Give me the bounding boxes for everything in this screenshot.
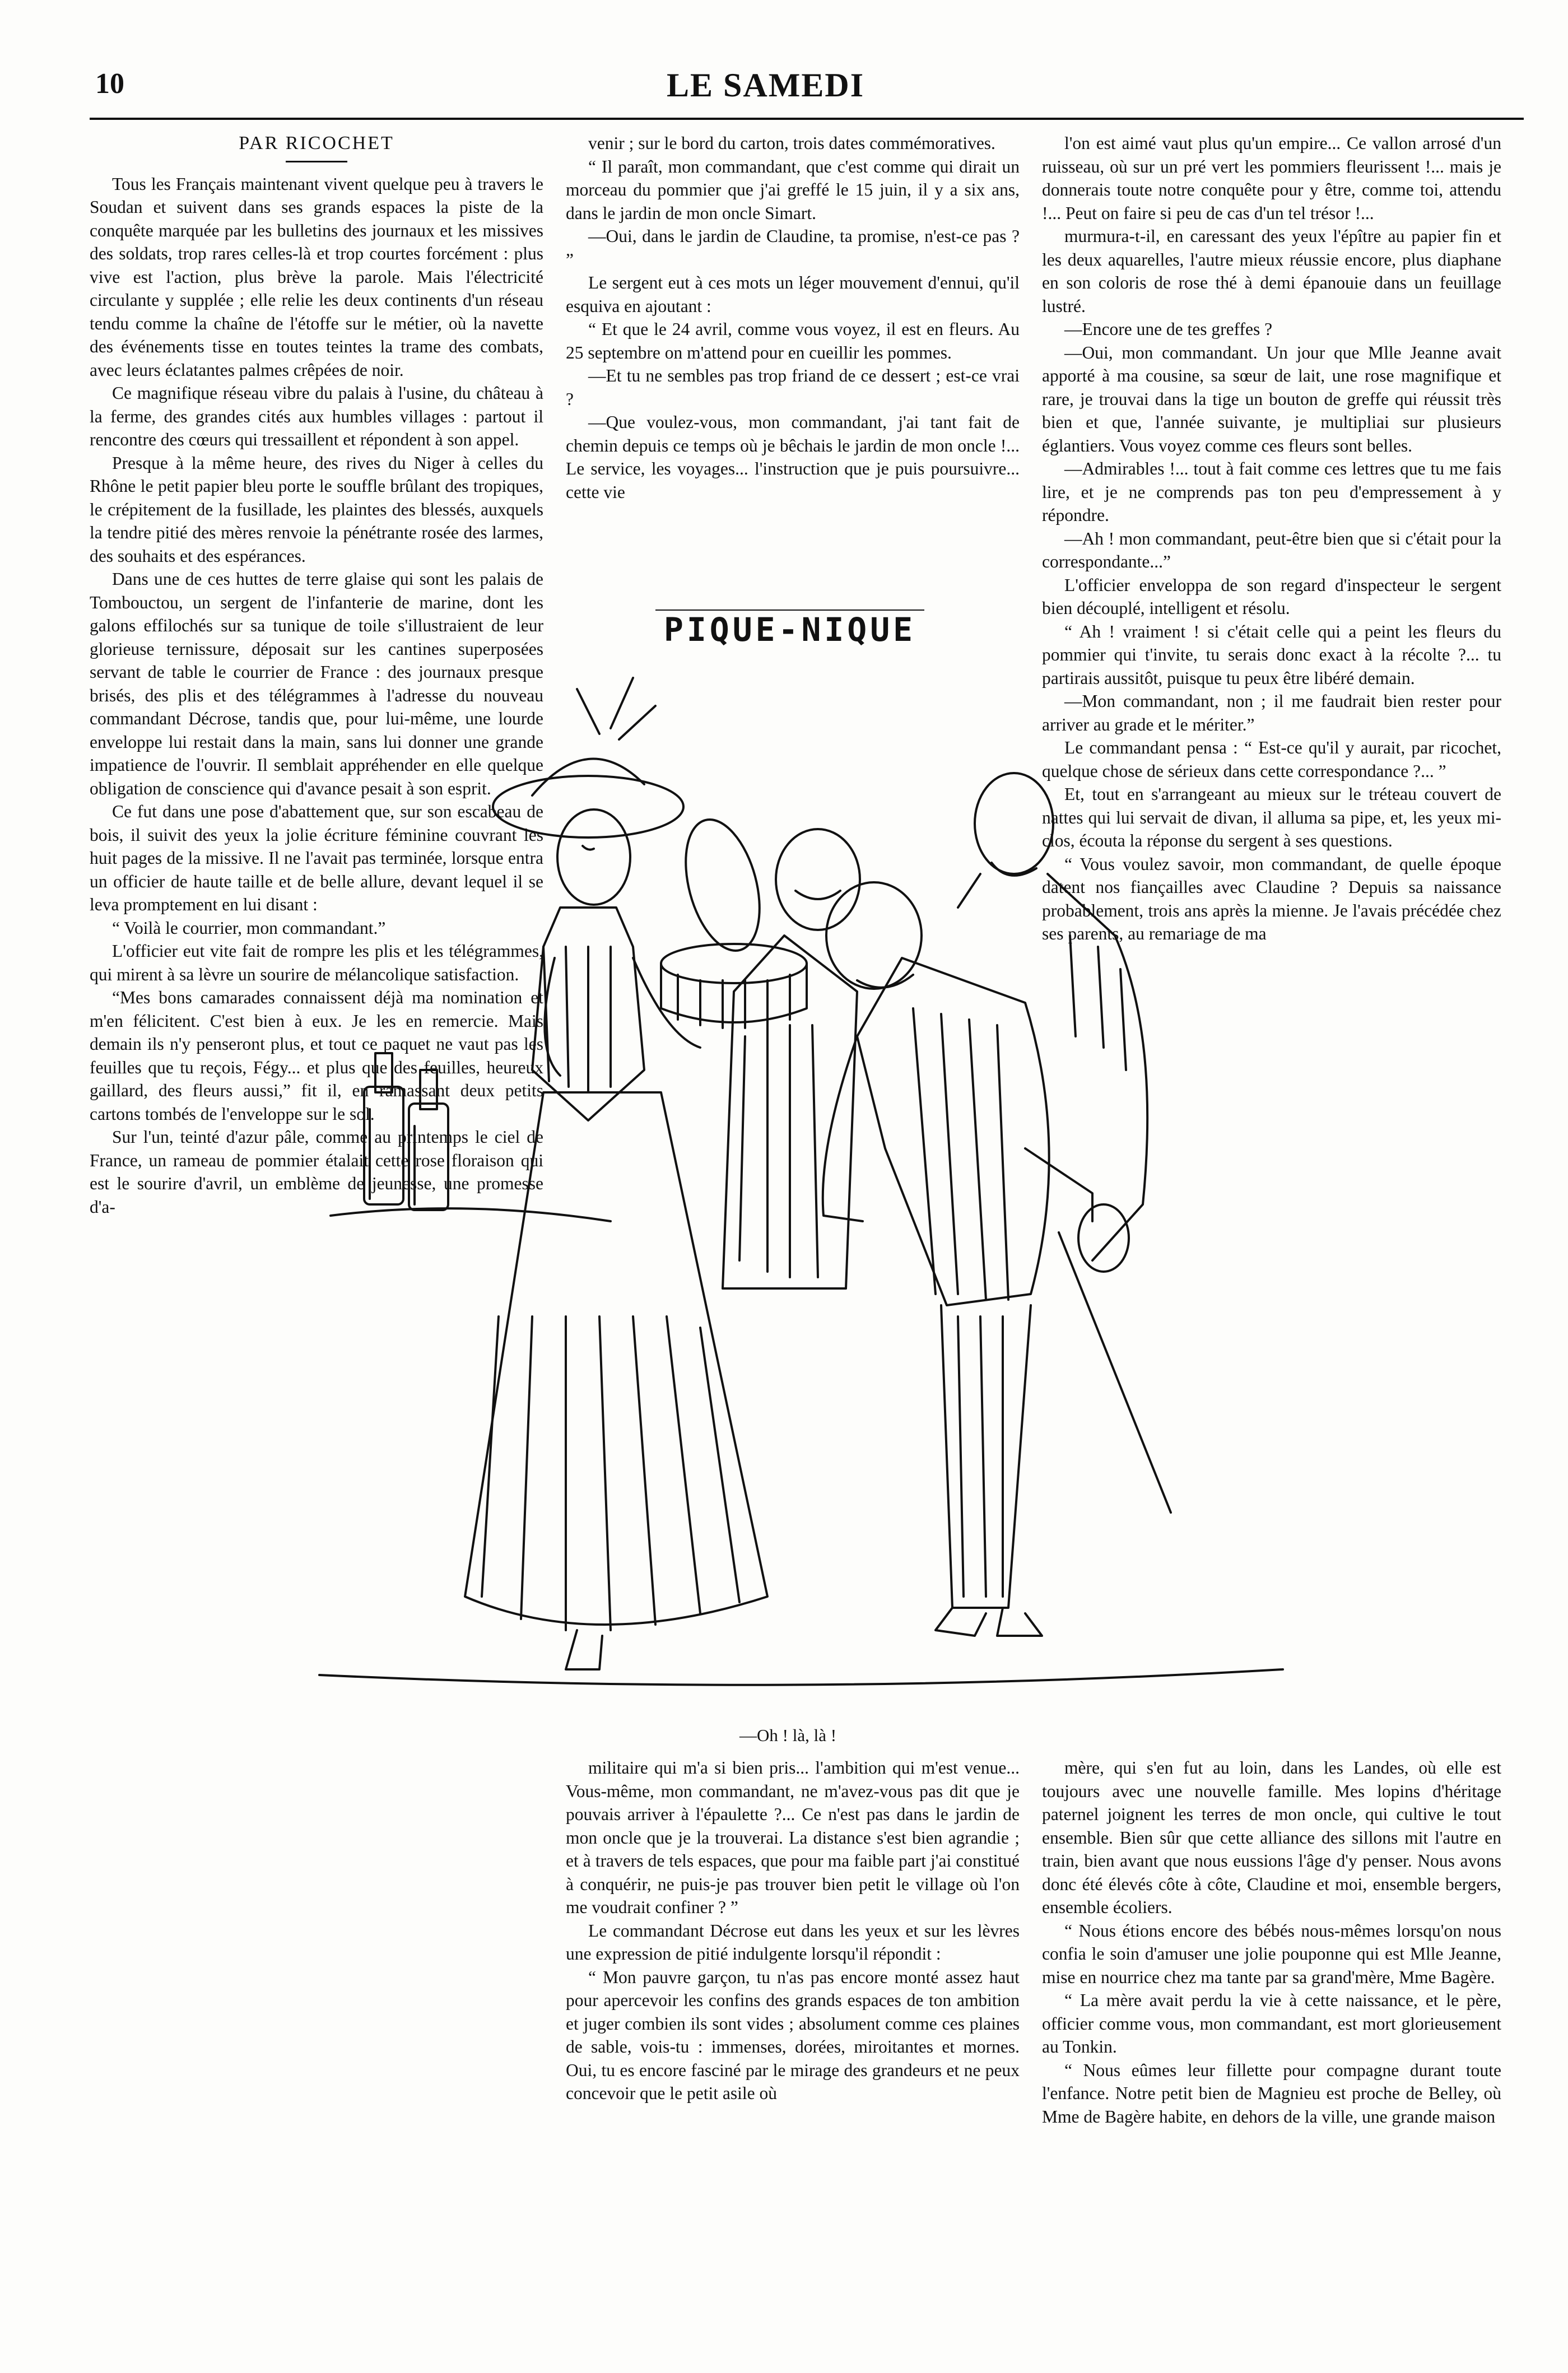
paragraph: Le commandant Décrose eut dans les yeux et sur les lèvres une expression de pitié indulgente lorsqu'il répondit : <box>566 1920 1020 1963</box>
paragraph: Et, tout en s'arrangeant au mieux sur le tréteau couvert de nattes qui lui servait de divan, il alluma sa pipe, et, les yeux mi-clos, écouta la réponse du sergent à ses questions. <box>1042 784 1501 850</box>
paragraph: “ Nous étions encore des bébés nous-mêmes lorsqu'on nous confia le soin d'amuser une jolie pouponne qui est Mlle Jeanne, mise en nourrice chez ma tante par sa grand'mère, Mme Bagère. <box>1042 1920 1501 1987</box>
picnic-illustration <box>297 644 1305 1714</box>
paragraph: —Encore une de tes greffes ? <box>1064 319 1273 339</box>
paragraph: L'officier enveloppa de son regard d'inspecteur le sergent bien découplé, intelligent et résolu. <box>1042 575 1501 618</box>
paragraph: —Mon commandant, non ; il me faudrait bien rester pour arriver au grade et le mériter.” <box>1042 691 1501 734</box>
paragraph: “ Ah ! vraiment ! si c'était celle qui a peint les fleurs du pommier qui t'invite, tu serais donc exact à la récolte ?... tu partirais aussitôt, puisque tu peux être libéré demain. <box>1042 621 1501 688</box>
ground-line <box>319 1669 1283 1685</box>
col3-bottom-body <box>1042 1756 1501 2128</box>
journal-title: LE SAMEDI <box>667 67 865 104</box>
title-rule <box>286 161 347 162</box>
paragraph: —Ah ! mon commandant, peut-être bien que si c'était pour la correspondante...” <box>1042 528 1501 571</box>
paragraph: “ Nous eûmes leur fillette pour compagne durant toute l'enfance. Notre petit bien de Magnieu est proche de Belley, où Mme de Bagère habite, en dehors de la ville, une grande maison <box>1042 2060 1501 2127</box>
section-title: PAR RICOCHET <box>239 133 394 153</box>
paragraph: Presque à la même heure, des rives du Niger à celles du Rhône le petit papier bleu porte le souffle brûlant des tropiques, le crépitement de la fusillade, les plaintes des blessés, auxquels la tendre pitié des mères renvoie la pénétrante rosée des larmes, des souhaits et des espérances. <box>90 453 543 566</box>
paragraph: —Oui, mon commandant. Un jour que Mlle Jeanne avait apporté à ma cousine, sa sœur de lait, une rose magnifique et rare, je trouvai dans la tige un bouton de greffe qui réussit très bien et que, l'année suivante, je multipliai sur plusieurs églantiers. Vous voyez comme ces fleurs sont belles. <box>1042 342 1501 455</box>
paragraph: militaire qui m'a si bien pris... l'ambition qui m'est venue... Vous-même, mon commandant, ne m'avez-vous pas dit que je pouvais arriver à l'épaulette ?... Ce n'est pas dans le jardin de mon oncle que je la trouverai. La distance s'est bien agrandie ; et à travers de tels espaces, que pour ma faible part j'ai constitué à conquérir, ne puis-je pas trouver bien petit le village où l'on me voudrait confiner ? ” <box>566 1758 1020 1917</box>
bearded-man-figure <box>958 773 1147 1260</box>
paragraph: “ Mon pauvre garçon, tu n'as pas encore monté assez haut pour apercevoir les confins des grands espaces de ton ambition et juger combien ils sont vides ; absolument comme ces plaines de sable, vois-tu : immenses, dorées, miroitantes et mornes. Oui, tu es encore fasciné par le mirage des grandeurs et ne peux concevoir que le petit asile où <box>566 1967 1020 2103</box>
header-rule <box>90 118 1524 120</box>
paragraph: —Oui, dans le jardin de Claudine, ta promise, n'est-ce pas ? ” <box>566 226 1020 269</box>
woman-figure <box>465 678 767 1669</box>
paragraph: —Admirables !... tout à fait comme ces lettres que tu me fais lire, et je ne comprends pas ton peu d'empressement à y répondre. <box>1042 459 1501 525</box>
paragraph: —Et tu ne sembles pas trop friand de ce dessert ; est-ce vrai ? <box>566 366 1020 409</box>
illustration-caption: —Oh ! là, là ! <box>739 1725 837 1745</box>
col2-top-body <box>566 132 1020 504</box>
page-number: 10 <box>95 68 124 100</box>
paragraph: Le sergent eut à ces mots un léger mouvement d'ennui, qu'il esquiva en ajoutant : <box>566 273 1020 316</box>
paragraph: l'on est aimé vaut plus qu'un empire... Ce vallon arrosé d'un ruisseau, où sur un pré vert les pommiers fleurissent !... mais je donnerais toute notre conquête pour y être, comme toi, attendu !... Peut on faire si peu de cas d'un tel trésor !... <box>1042 133 1501 223</box>
paragraph: “ Voilà le courrier, mon commandant.” <box>112 918 386 938</box>
paragraph: Sur l'un, teinté d'azur pâle, comme au printemps le ciel de France, un rameau de pommier étalait cette rose floraison qui est le sourire d'avril, un emblème de jeunesse, une promesse d'a- <box>90 1127 543 1217</box>
paragraph: Dans une de ces huttes de terre glaise qui sont les palais de Tombouctou, un sergent de l'infanterie de marine, dont les galons effilochés sur sa tunique de toile s'illustraient de leur glorieuse ternissure, déposait sur les cantines superposées servant de table le courrier de France : des journaux presque brisés, des plis et des télégrammes à l'adresse du nouveau commandant Décrose, tandis que, pour lui-même, une lourde enveloppe lui restait dans la main, sans lui donner une grande impatience de l'ouvrir. Il semblait appréhender en elle quelque obligation de conscience qui d'avance pesait à son esprit. <box>90 569 543 798</box>
paragraph: “ Il paraît, mon commandant, que c'est comme qui dirait un morceau du pommier que j'ai greffé le 15 juin, il y a six ans, dans le jardin de mon oncle Simart. <box>566 156 1020 223</box>
paragraph: murmura-t-il, en caressant des yeux l'épître au papier fin et les deux aquarelles, l'autre mieux réussie encore, plus diaphane en son coloris de rose thé à demi épanouie dans un feuillage lustré. <box>1042 226 1501 316</box>
illustration-title: PIQUE-NIQUE <box>663 611 916 649</box>
paragraph: “ Vous voulez savoir, mon commandant, de quelle époque datent nos fiançailles avec Claudine ? Depuis sa naissance probablement, trois ans après la mienne. Je l'avais précédée chez ses parents, au remariage de ma <box>1042 854 1501 943</box>
paragraph: “ La mère avait perdu la vie à cette naissance, et le père, officier comme vous, mon commandant, est mort glorieusement au Tonkin. <box>1042 1990 1501 2056</box>
paragraph: —Que voulez-vous, mon commandant, j'ai tant fait de chemin depuis ce temps où je bêchais le jardin de mon oncle !... Le service, les voyages... l'instruction que je puis poursuivre... cette vie <box>566 412 1020 502</box>
paragraph: Ce fut dans une pose d'abattement que, sur son escabeau de bois, il suivit des yeux la jolie écriture féminine couvrant les huit pages de la missive. Il ne l'avait pas terminée, lorsque entra un officier de haute taille et de belle allure, devant lequel il se leva promptement en lui disant : <box>90 802 543 914</box>
paragraph: Le commandant pensa : “ Est-ce qu'il y aurait, par ricochet, quelque chose de sérieux dans cette correspondance ?... ” <box>1042 738 1501 781</box>
paragraph: L'officier eut vite fait de rompre les plis et les télégrammes, qui mirent à sa lèvre un sourire de mélancolique satisfaction. <box>90 941 543 984</box>
bending-man-figure <box>823 882 1171 1636</box>
paragraph: mère, qui s'en fut au loin, dans les Landes, où elle est toujours avec une nouvelle famille. Mes lopins d'héritage paternel joignent les terres de mon oncle, qui cultive le tout ensemble. Bien sûr que cette alliance des sillons mit l'autre en train, bien avant que nous eussions l'âge d'y penser. Nous avons donc été élevés côte à côte, Claudine et moi, ensemble bergers, ensemble écoliers. <box>1042 1758 1501 1917</box>
paragraph: Tous les Français maintenant vivent quelque peu à travers le Soudan et suivent dans ses grands espaces la piste de la conquête marquée par les bulletins des journaux et les missives des soldats, trop rares celles-là et trop courtes forcément : plus vive est l'action, plus brève la parole. Mais l'électricité circulante y supplée ; elle relie les deux continents d'un réseau tendu comme la chaîne de l'étoffe sur le métier, où la navette des événements tisse en toutes teintes la trame des combats, avec leurs éclatantes palmes crêpées de noir. <box>90 174 543 380</box>
paragraph: “Mes bons camarades connaissent déjà ma nomination et m'en félicitent. C'est bien à eux. Je les en remercie. Mais demain ils n'y penseront plus, et tout ce paquet ne vaut pas les feuilles que tu reçois, Fégy... et plus que des feuilles, heureux gaillard, des fleurs aussi,” fit il, en ramassant deux petits cartons tombés de l'enveloppe sur le sol. <box>90 988 543 1124</box>
col2-bottom-body <box>566 1756 1020 2105</box>
column-2-bottom <box>566 1756 1020 2356</box>
paragraph: venir ; sur le bord du carton, trois dates commémoratives. <box>588 133 995 153</box>
column-2-top <box>566 132 1020 580</box>
column-3-bottom <box>1042 1756 1501 2356</box>
paragraph: “ Et que le 24 avril, comme vous voyez, il est en fleurs. Au 25 septembre on m'attend pour en cueillir les pommes. <box>566 319 1020 362</box>
paragraph: Ce magnifique réseau vibre du palais à l'usine, du château à la ferme, des grandes cités aux humbles villages : partout il rencontre des cœurs qui tressaillent et répondent à son appel. <box>90 383 543 449</box>
